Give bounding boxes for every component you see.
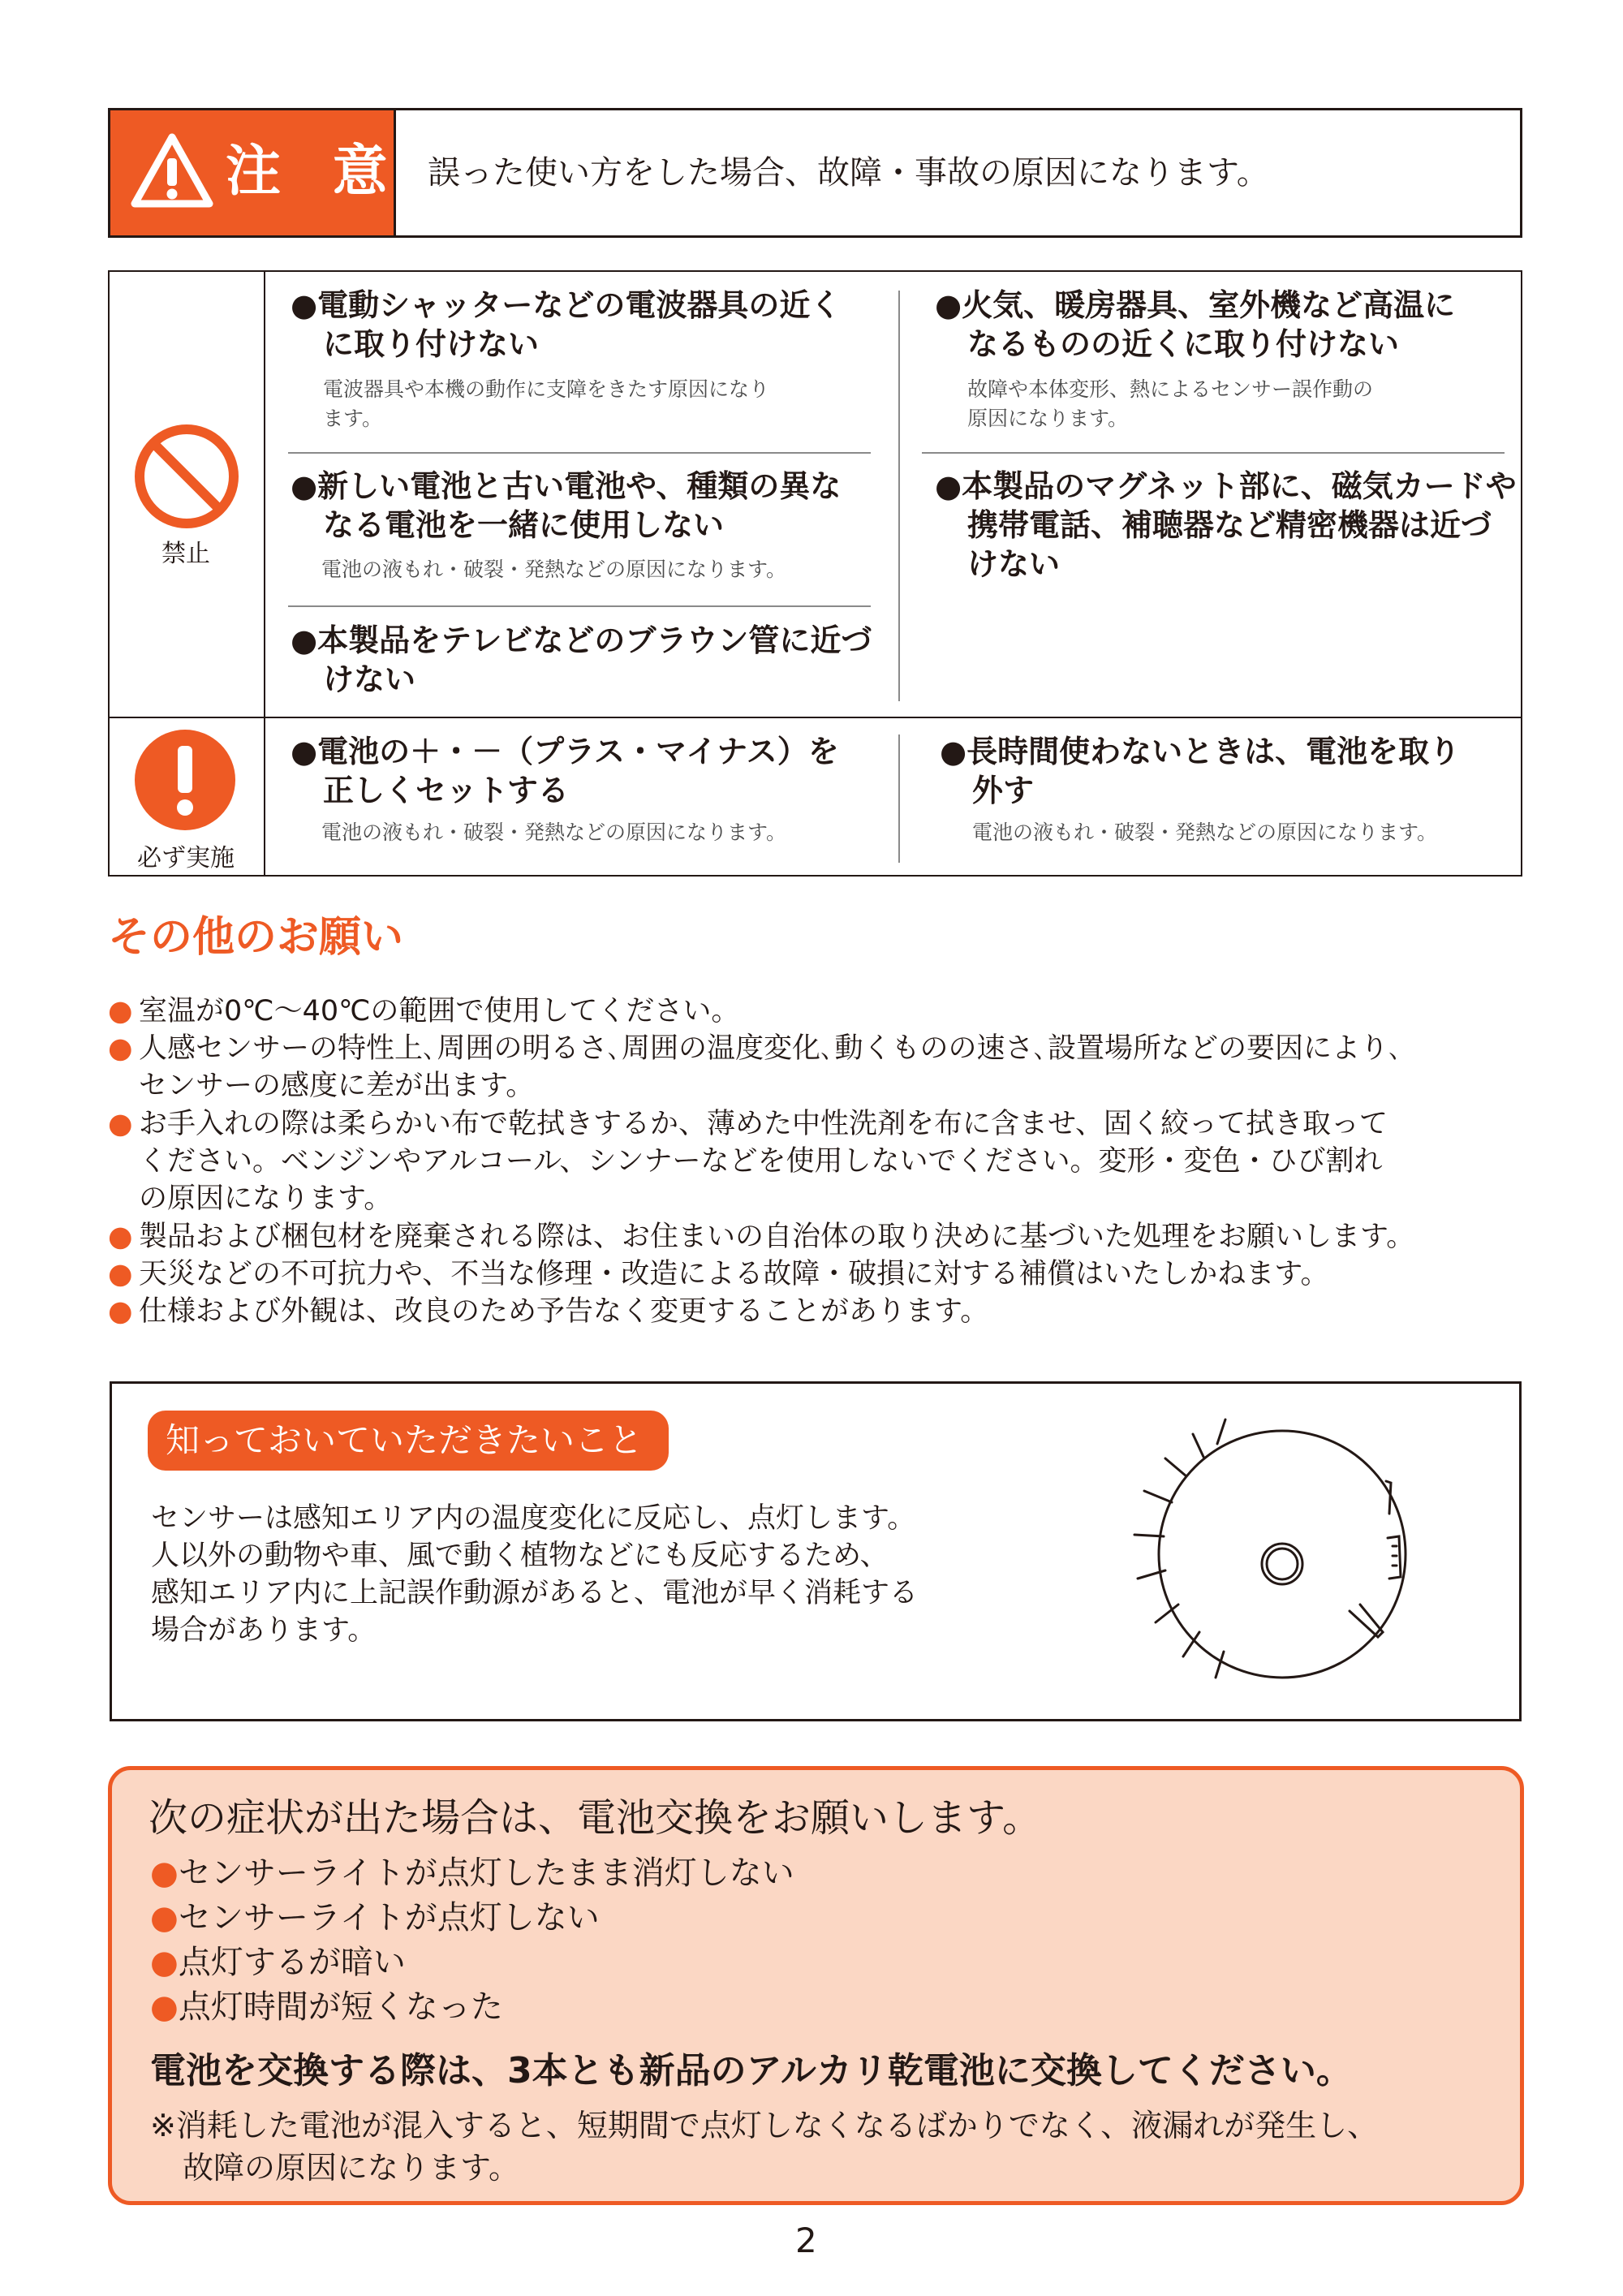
bullet-icon: ● [108, 1258, 133, 1290]
table-row-divider [108, 717, 1522, 718]
info-text-line: 場合があります。 [151, 1614, 377, 1647]
bullet-icon: ● [150, 1854, 179, 1892]
bullet-icon: ● [108, 1295, 133, 1328]
info-text-line: 感知エリア内に上記誤作動源があると、電池が早く消耗する [151, 1577, 919, 1609]
request-item: ● 天災などの不可抗力や、不当な修理・改造による故障・破損に対する補償はいたしかねます。 [108, 1258, 1329, 1290]
battery-instruction: 電池を交換する際は、3本とも新品のアルカリ乾電池に交換してください。 [150, 2050, 1352, 2091]
rule-title: ●新しい電池と古い電池や、種類の異な [291, 468, 842, 504]
rule-note: 電波器具や本機の動作に支障をきたす原因になり [323, 377, 770, 401]
warning-triangle-icon [130, 132, 214, 210]
rule-title: ●本製品のマグネット部に、磁気カードや [935, 468, 1517, 504]
bullet-icon: ● [108, 1108, 133, 1140]
symptom-item: ●点灯時間が短くなった [150, 1988, 503, 2026]
prohibited-column-divider [898, 291, 900, 701]
rule-title: なるものの近くに取り付けない [967, 326, 1400, 362]
other-requests-heading: その他のお願い [108, 913, 404, 962]
bullet-icon: ● [108, 995, 133, 1027]
info-text-line: センサーは感知エリア内の温度変化に反応し、点灯します。 [151, 1502, 916, 1535]
sensor-light-illustration [1120, 1416, 1420, 1692]
rule-divider [288, 452, 871, 454]
rule-title: ●火気、暖房器具、室外機など高温に [935, 287, 1456, 323]
rule-divider [288, 605, 871, 607]
request-item: ● 人感センサーの特性上､周囲の明るさ､周囲の温度変化､動くものの速さ､設置場所などの要因により､ [108, 1032, 1403, 1065]
rule-title: ●本製品をテレビなどのブラウン管に近づ [291, 622, 872, 658]
symptom-item: ●センサーライトが点灯したまま消灯しない [150, 1854, 794, 1892]
battery-heading: 次の症状が出た場合は、電池交換をお願いします。 [149, 1795, 1042, 1841]
rule-title: ●長時間使わないときは、電池を取り [940, 734, 1461, 769]
rule-title: 携帯電話、補聴器など精密機器は近づ [967, 507, 1492, 543]
mandatory-label: 必ず実施 [137, 844, 235, 872]
rule-note: 故障や本体変形、熱によるセンサー誤作動の [967, 377, 1374, 401]
page-number: 2 [795, 2221, 817, 2260]
mandatory-icon [133, 728, 237, 832]
symptom-item: ●センサーライトが点灯しない [150, 1899, 600, 1936]
rule-divider [922, 452, 1505, 454]
rule-title: ●電動シャッターなどの電波器具の近く [291, 287, 842, 323]
rule-note: 電池の液もれ・破裂・発熱などの原因になります。 [972, 821, 1438, 844]
rule-note: 電池の液もれ・破裂・発熱などの原因になります。 [321, 821, 787, 844]
bullet-icon: ● [150, 1899, 179, 1936]
bullet-icon: ● [108, 1032, 133, 1065]
request-item: ● 仕様および外観は、改良のため予告なく変更することがあります。 [108, 1295, 989, 1328]
battery-note: ※消耗した電池が混入すると、短期間で点灯しなくなるばかりでなく、液漏れが発生し、 [150, 2108, 1379, 2143]
rule-title: ●電池の＋・－（プラス・マイナス）を [291, 734, 839, 769]
battery-note: 故障の原因になります。 [183, 2150, 519, 2186]
info-heading: 知っておいていただきたいこと [166, 1420, 644, 1460]
mandatory-column-divider [898, 734, 900, 863]
rule-note: 原因になります。 [967, 407, 1129, 430]
prohibited-icon [132, 422, 241, 531]
rule-title: 外す [972, 773, 1035, 808]
bullet-icon: ● [150, 1988, 179, 2026]
rule-note: 電池の液もれ・破裂・発熱などの原因になります。 [321, 558, 787, 581]
rule-title: けない [967, 546, 1061, 582]
rule-title: に取り付けない [323, 326, 540, 362]
prohibited-label: 禁止 [161, 540, 210, 568]
rule-title: けない [323, 661, 416, 697]
bullet-icon: ● [150, 1944, 179, 1981]
bullet-icon: ● [108, 1221, 133, 1253]
request-item: ● お手入れの際は柔らかい布で乾拭きするか、薄めた中性洗剤を布に含ませ、固く絞って拭き取って [108, 1108, 1388, 1140]
caution-message: 誤った使い方をした場合、故障・事故の原因になります。 [428, 154, 1269, 192]
request-item: ● 製品および梱包材を廃棄される際は、お住まいの自治体の取り決めに基づいた処理をお願いします。 [108, 1221, 1415, 1253]
table-column-divider [264, 270, 265, 877]
rule-note: ます。 [323, 407, 383, 430]
caution-title: 注 意 [226, 140, 404, 204]
rule-title: なる電池を一緒に使用しない [323, 507, 725, 543]
info-text-line: 人以外の動物や車、風で動く植物などにも反応するため、 [151, 1540, 889, 1572]
request-item: ● 室温が0℃～40℃の範囲で使用してください。 [108, 995, 740, 1027]
symptom-item: ●点灯するが暗い [150, 1944, 406, 1981]
rule-title: 正しくセットする [323, 773, 569, 808]
